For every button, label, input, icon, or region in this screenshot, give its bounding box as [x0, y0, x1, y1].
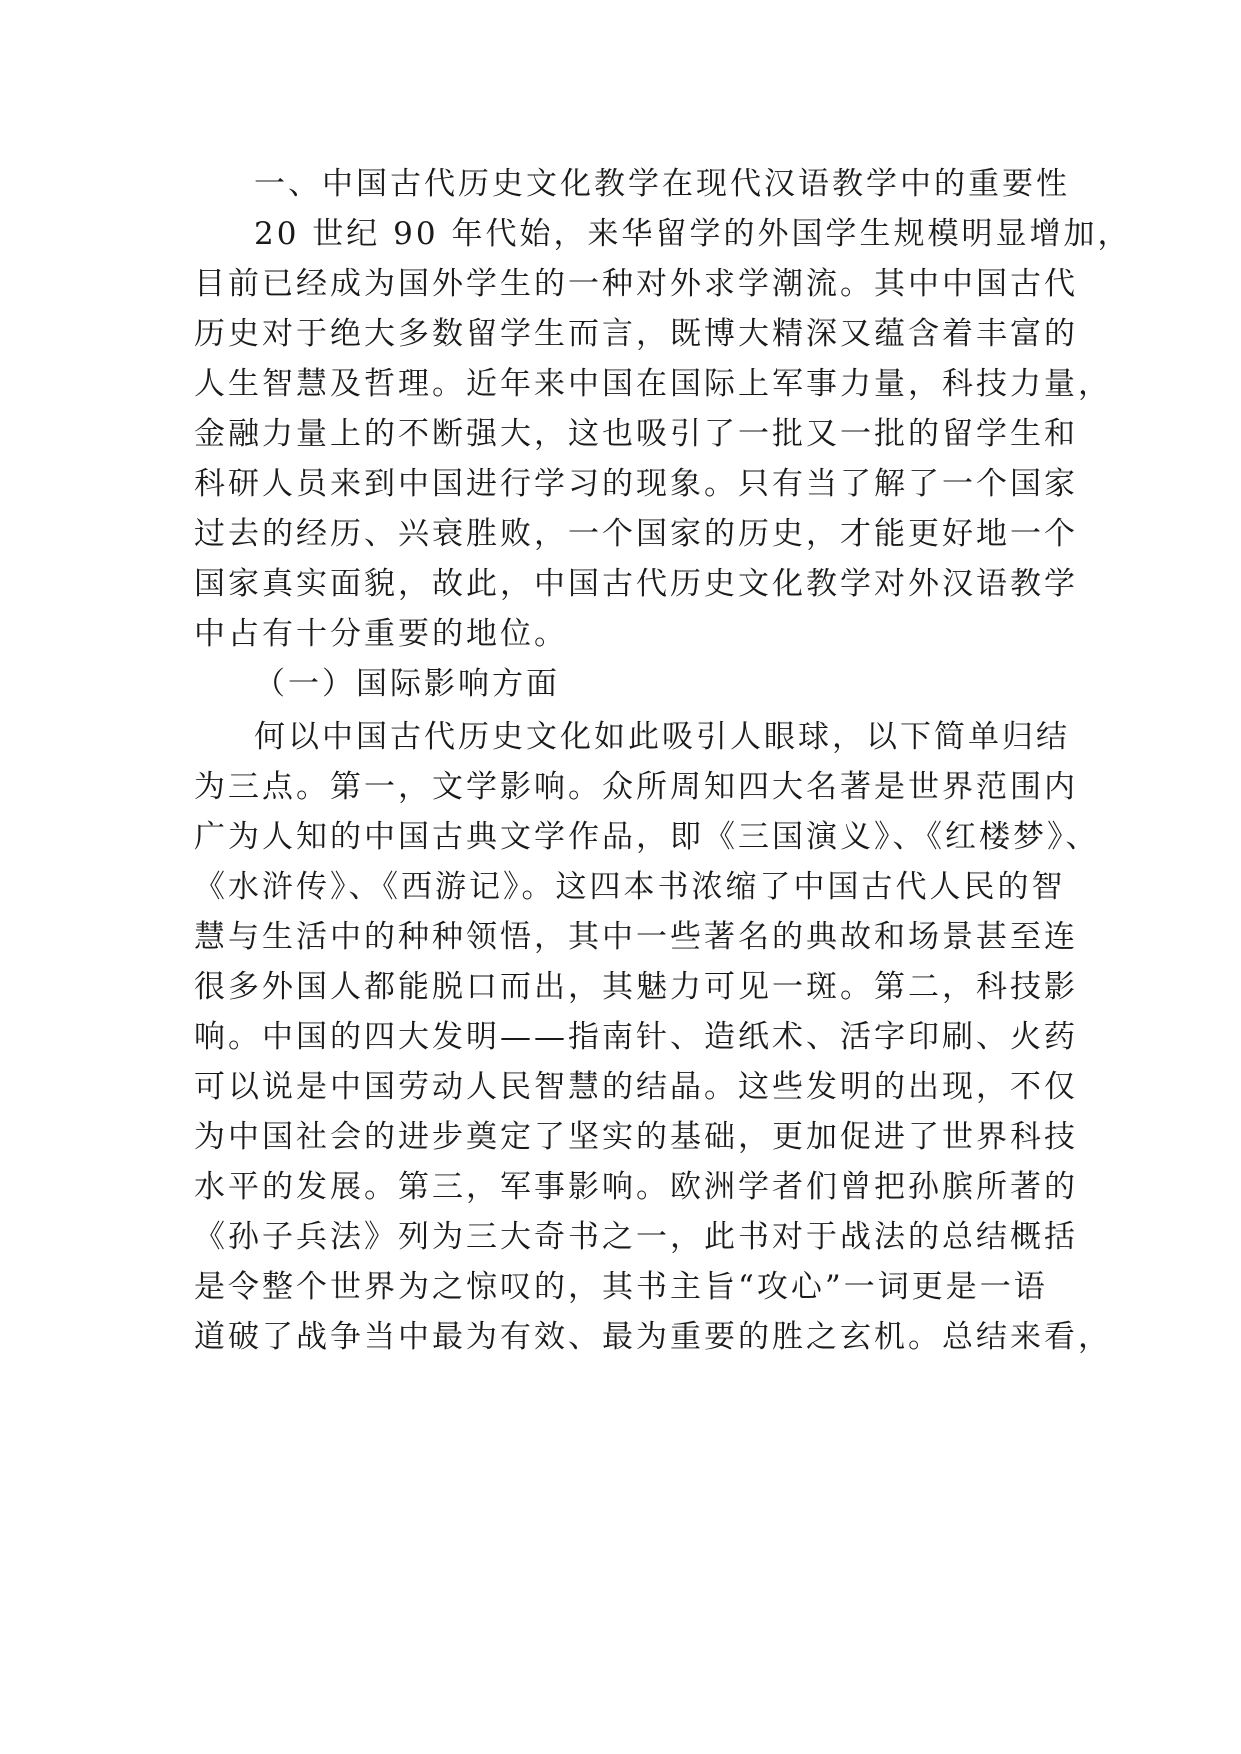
- paragraph-line: 金融力量上的不断强大，这也吸引了一批又一批的留学生和: [194, 416, 1078, 452]
- paragraph-line: 何以中国古代历史文化如此吸引人眼球，以下简单归结: [254, 719, 1070, 755]
- paragraph-line: 道破了战争当中最为有效、最为重要的胜之玄机。总结来看，: [194, 1319, 1112, 1355]
- paragraph-line: 过去的经历、兴衰胜败，一个国家的历史，才能更好地一个: [194, 516, 1078, 552]
- paragraph-line: 为中国社会的进步奠定了坚实的基础，更加促进了世界科技: [194, 1119, 1078, 1155]
- paragraph-line: 20 世纪 90 年代始，来华留学的外国学生规模明显增加，: [254, 216, 1132, 252]
- paragraph-line: 响。中国的四大发明——指南针、造纸术、活字印刷、火药: [194, 1019, 1078, 1055]
- paragraph-line: 人生智慧及哲理。近年来中国在国际上军事力量，科技力量，: [194, 366, 1112, 402]
- paragraph-line: 目前已经成为国外学生的一种对外求学潮流。其中中国古代: [194, 266, 1078, 302]
- paragraph-line: 《水浒传》、《西游记》。这四本书浓缩了中国古代人民的智: [194, 869, 1066, 905]
- paragraph-line: 水平的发展。第三，军事影响。欧洲学者们曾把孙膑所著的: [194, 1169, 1078, 1205]
- paragraph-line: 可以说是中国劳动人民智慧的结晶。这些发明的出现，不仅: [194, 1069, 1078, 1105]
- paragraph-line: 是令整个世界为之惊叹的，其书主旨“攻心”一词更是一语: [194, 1269, 1048, 1305]
- paragraph-line: 《孙子兵法》列为三大奇书之一，此书对于战法的总结概括: [194, 1219, 1078, 1255]
- paragraph-line: 广为人知的中国古典文学作品，即《三国演义》、《红楼梦》、: [194, 819, 1100, 855]
- paragraph-line: 慧与生活中的种种领悟，其中一些著名的典故和场景甚至连: [194, 919, 1078, 955]
- paragraph-line: 中占有十分重要的地位。: [194, 616, 568, 652]
- paragraph-line: 科研人员来到中国进行学习的现象。只有当了解了一个国家: [194, 466, 1078, 502]
- section-heading: 一、中国古代历史文化教学在现代汉语教学中的重要性: [254, 166, 1070, 202]
- paragraph-line: 国家真实面貌，故此，中国古代历史文化教学对外汉语教学: [194, 566, 1078, 602]
- paragraph-line: 很多外国人都能脱口而出，其魅力可见一斑。第二，科技影: [194, 969, 1078, 1005]
- paragraph-line: 历史对于绝大多数留学生而言，既博大精深又蕴含着丰富的: [194, 316, 1078, 352]
- paragraph-line: 为三点。第一，文学影响。众所周知四大名著是世界范围内: [194, 769, 1078, 805]
- subsection-heading: （一）国际影响方面: [254, 666, 560, 702]
